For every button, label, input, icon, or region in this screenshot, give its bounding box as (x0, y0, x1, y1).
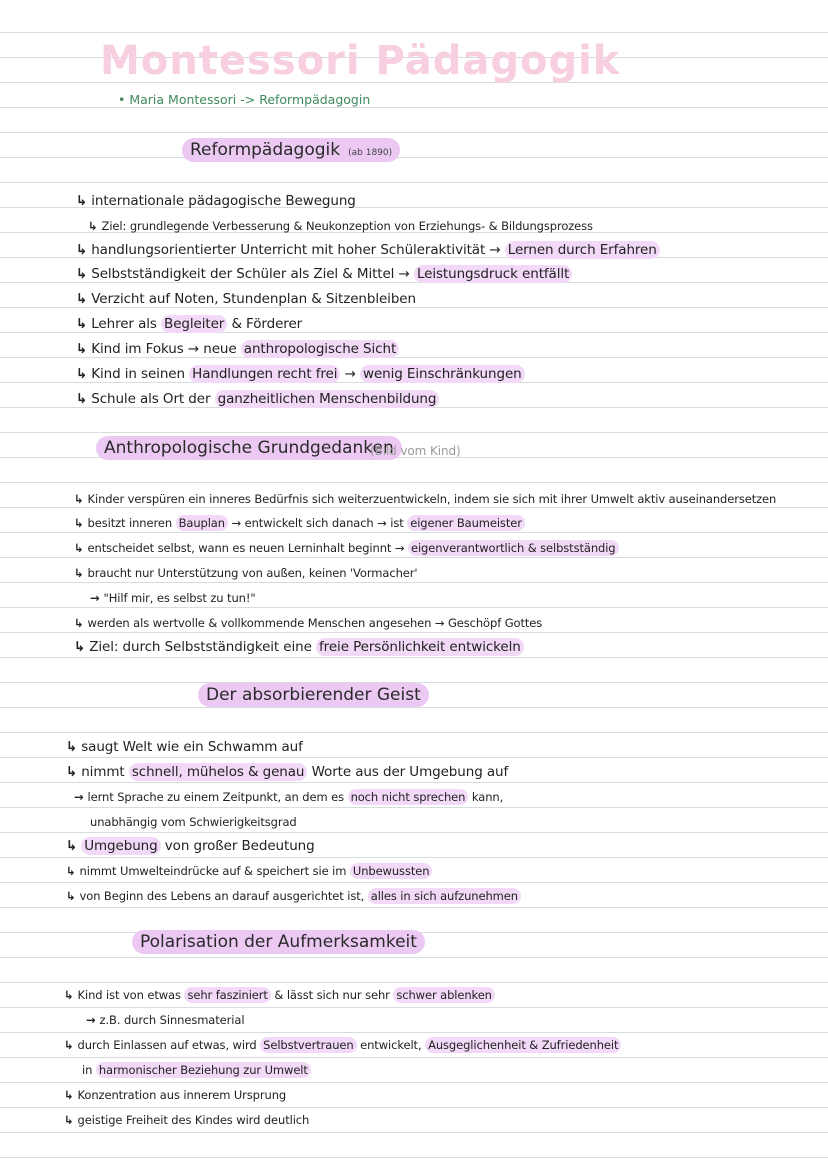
list-item: ↳ handlungsorientierter Unterricht mit hoher Schüleraktivität → Lernen durch Erfahren (76, 240, 660, 260)
arrow-icon: ↳ (64, 1038, 74, 1052)
list-item: unabhängig vom Schwierigkeitsgrad (90, 815, 297, 829)
arrow-right-icon: → (74, 790, 84, 804)
list-item: ↳ werden als wertvolle & vollkommende Menschen angesehen → Geschöpf Gottes (74, 616, 543, 630)
heading-text: Anthropologische Grundgedanken (104, 438, 394, 458)
list-item: ↳ Ziel: durch Selbstständigkeit eine freie Persönlichkeit entwickeln (74, 637, 524, 657)
arrow-icon: ↳ (66, 889, 76, 903)
arrow-icon: ↳ (66, 864, 76, 878)
list-item: ↳ Kind ist von etwas sehr fasziniert & lässt sich nur sehr schwer ablenken (64, 985, 495, 1005)
highlight: Begleiter (161, 315, 227, 333)
list-item: ↳ besitzt inneren Bauplan → entwickelt sich danach → ist eigener Baumeister (74, 513, 525, 533)
highlight: Unbewussten (350, 863, 433, 879)
highlight: Bauplan (176, 515, 228, 531)
arrow-icon: ↳ (76, 291, 88, 307)
heading-anthropologische-grundgedanken (96, 436, 402, 460)
arrow-icon: ↳ (76, 391, 88, 407)
list-item: ↳ nimmt schnell, mühelos & genau Worte aus der Umgebung auf (66, 764, 509, 780)
heading-polarisation (132, 930, 425, 954)
list-item: ↳ Selbstständigkeit der Schüler als Ziel & Mittel → Leistungsdruck entfällt (76, 264, 572, 284)
list-item: ↳ Ziel: grundlegende Verbesserung & Neukonzeption von Erziehungs- & Bildungsprozess (88, 219, 593, 233)
heading-note: (ab 1890) (348, 148, 393, 158)
highlight: sehr fasziniert (184, 987, 270, 1003)
arrow-icon: ↳ (64, 988, 74, 1002)
arrow-icon: ↳ (76, 366, 88, 382)
arrow-icon: ↳ (76, 341, 88, 357)
arrow-icon: ↳ (76, 193, 88, 209)
highlight: Ausgeglichenheit & Zufriedenheit (425, 1037, 621, 1053)
list-item: ↳ braucht nur Unterstützung von außen, keinen 'Vormacher' (74, 566, 418, 580)
list-item: ↳ saugt Welt wie ein Schwamm auf (66, 739, 303, 755)
list-item: in harmonischer Beziehung zur Umwelt (82, 1060, 311, 1080)
list-item: ↳ Schule als Ort der ganzheitlichen Menschenbildung (76, 389, 439, 409)
list-item: ↳ Kind in seinen Handlungen recht frei → wenig Einschränkungen (76, 364, 525, 384)
list-item: ↳ Umgebung von großer Bedeutung (66, 838, 315, 854)
arrow-icon: ↳ (74, 492, 84, 506)
arrow-icon: ↳ (76, 316, 88, 332)
highlight: wenig Einschränkungen (360, 365, 525, 383)
list-item: ↳ von Beginn des Lebens an darauf ausgerichtet ist, alles in sich aufzunehmen (66, 886, 521, 906)
arrow-icon: ↳ (74, 566, 84, 580)
arrow-right-icon: → (90, 591, 100, 605)
list-item: ↳ Konzentration aus innerem Ursprung (64, 1088, 287, 1102)
list-item: ↳ nimmt Umwelteindrücke auf & speichert sie im Unbewussten (66, 861, 432, 881)
heading-text: Der absorbierender Geist (206, 685, 421, 705)
highlight: freie Persönlichkeit entwickeln (316, 638, 524, 656)
highlight: Lernen durch Erfahren (505, 241, 660, 259)
list-item: ↳ durch Einlassen auf etwas, wird Selbstvertrauen entwickelt, Ausgeglichenheit & Zufriedenheit (64, 1035, 621, 1055)
list-item: ↳ Kinder verspüren ein inneres Bedürfnis sich weiterzuentwickeln, indem sie sich mit ihrer Umwelt aktiv auseinandersetzen (74, 492, 777, 506)
highlight: anthropologische Sicht (241, 340, 399, 358)
highlight: schnell, mühelos & genau (129, 763, 308, 781)
page-title: Montessori Pädagogik (100, 38, 621, 84)
arrow-right-icon: → (86, 1013, 96, 1027)
arrow-icon: ↳ (66, 739, 78, 755)
list-item: ↳ internationale pädagogische Bewegung (76, 193, 356, 209)
heading-text: Reformpädagogik (190, 140, 341, 160)
list-item: ↳ Lehrer als Begleiter & Förderer (76, 316, 303, 332)
highlight: Selbstvertrauen (260, 1037, 356, 1053)
list-item: ↳ entscheidet selbst, wann es neuen Lerninhalt beginnt → eigenverantwortlich & selbstständig (74, 538, 619, 558)
highlight: eigenverantwortlich & selbstständig (408, 540, 619, 556)
highlight: Umgebung (81, 837, 160, 855)
highlight: Handlungen recht frei (189, 365, 340, 383)
heading-absorbierender-geist (198, 683, 429, 707)
list-item: → lernt Sprache zu einem Zeitpunkt, an dem es noch nicht sprechen kann, (74, 790, 504, 804)
highlight: ganzheitlichen Menschenbildung (215, 390, 440, 408)
highlight: noch nicht sprechen (348, 789, 469, 805)
arrow-icon: ↳ (74, 639, 86, 655)
arrow-icon: ↳ (74, 541, 84, 555)
list-item: → "Hilf mir, es selbst zu tun!" (90, 591, 256, 605)
heading-reformpaedagogik (182, 138, 400, 162)
list-item: → z.B. durch Sinnesmaterial (86, 1013, 245, 1027)
highlight: eigener Baumeister (407, 515, 525, 531)
arrow-icon: ↳ (76, 242, 88, 258)
highlight: harmonischer Beziehung zur Umwelt (96, 1062, 311, 1078)
highlight: schwer ablenken (393, 987, 495, 1003)
arrow-icon: ↳ (74, 616, 84, 630)
highlight: Leistungsdruck entfällt (414, 265, 572, 283)
arrow-icon: ↳ (66, 838, 78, 854)
list-item: ↳ Kind im Fokus → neue anthropologische Sicht (76, 339, 399, 359)
arrow-icon: ↳ (74, 516, 84, 530)
list-item: ↳ Verzicht auf Noten, Stundenplan & Sitzenbleiben (76, 291, 416, 307)
arrow-icon: ↳ (76, 266, 88, 282)
heading-note: (Bild vom Kind) (370, 444, 461, 458)
arrow-icon: ↳ (66, 764, 78, 780)
highlight: alles in sich aufzunehmen (368, 888, 521, 904)
arrow-icon: ↳ (64, 1113, 74, 1127)
arrow-icon: ↳ (88, 219, 98, 233)
subtitle: • Maria Montessori -> Reformpädagogin (118, 92, 371, 107)
heading-text: Polarisation der Aufmerksamkeit (140, 932, 417, 952)
list-item: ↳ geistige Freiheit des Kindes wird deutlich (64, 1113, 310, 1127)
arrow-icon: ↳ (64, 1088, 74, 1102)
